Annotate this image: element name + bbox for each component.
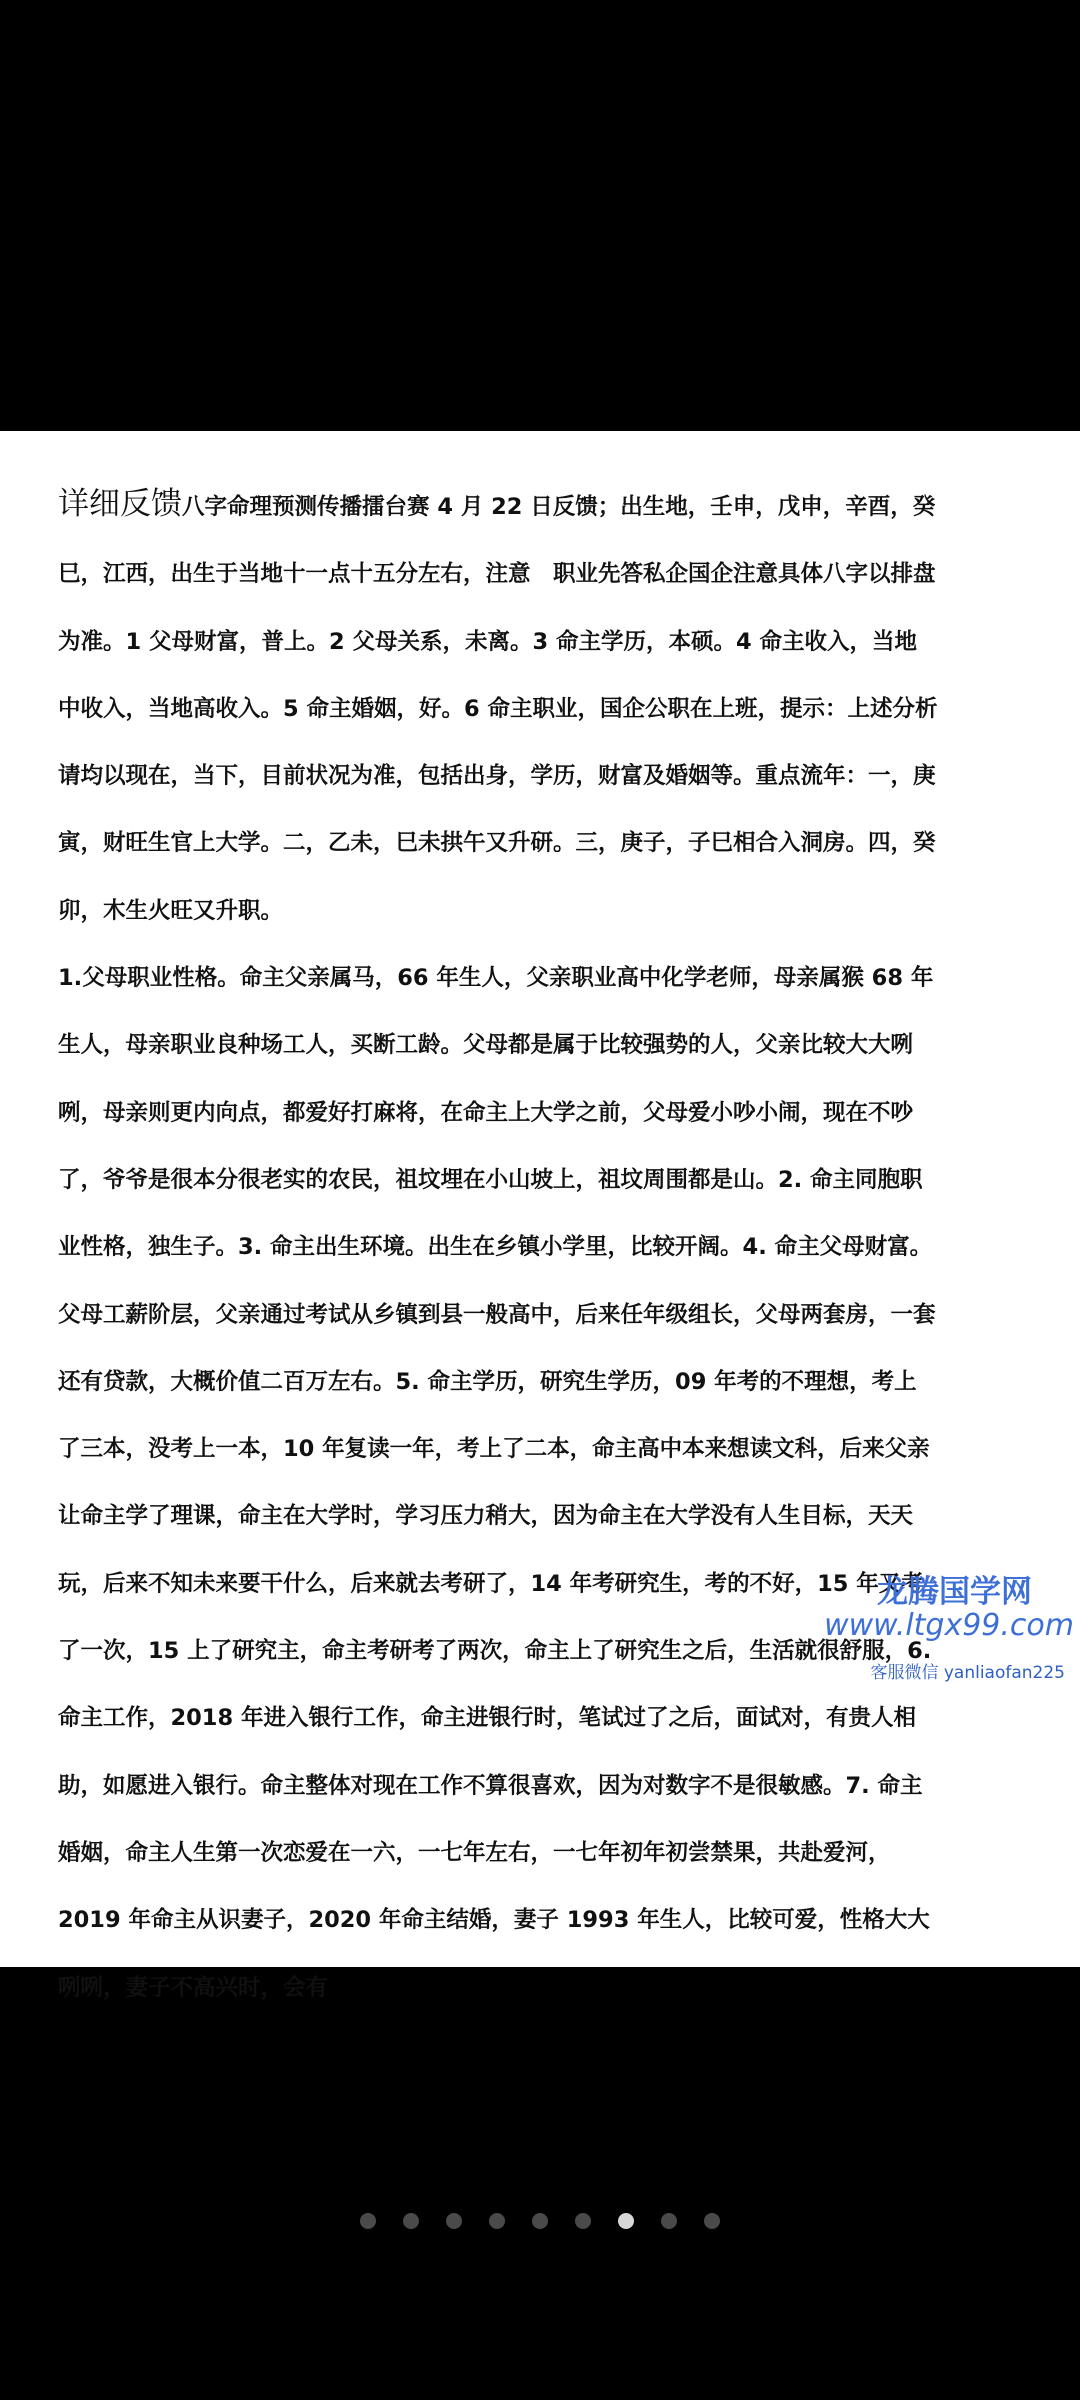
page-dot[interactable] xyxy=(575,2213,591,2229)
page-dot[interactable] xyxy=(360,2213,376,2229)
watermark-wechat: 客服微信 yanliaofan225 xyxy=(870,1663,1065,1683)
page-dot-active[interactable] xyxy=(618,2213,634,2229)
paragraph-details: 1.父母职业性格。命主父亲属马，66 年生人，父亲职业高中化学老师，母亲属猴 68 年生人，母亲职业良种场工人，买断工龄。父母都是属于比较强势的人，父亲比较大大咧咧，母亲则更内向点，都爱好打麻将，在命主上大学之前，父母爱小吵小闹，现在不吵了，爷爷是很本分很老实的农民，祖坟埋在小山坡上，祖坟周围都是山。2. 命主同胞职业性格，独生子。3. 命主出生环境。出生在乡镇小学里，比较开阔。4. 命主父母财富。父母工薪阶层，父亲通过考试从乡镇到县一般高中，后来任年级组长，父母两套房，一套还有贷款，大概价值二百万左右。5. 命主学历，研究生学历，09 年考的不理想，考上了三本，没考上一本，10 年复读一年，考上了二本，命主高中本来想读文科，后来父亲让命主学了理课，命主在大学时，学习压力稍大，因为命主在大学没有人生目标，天天玩，后来不知未来要干什么，后来就去考研了，14 年考研究生，考的不好，15 年又考了一次，15 上了研究主，命主考研考了两次，命主上了研究生之后，生活就很舒服，6. 命主工作，2018 年进入银行工作，命主进银行时，笔试过了之后，面试对，有贵人相助，如愿进入银行。命主整体对现在工作不算很喜欢，因为对数字不是很敏感。7. 命主婚姻，命主人生第一次恋爱在一六，一七年左右，一七年初年初尝禁果，共赴爱河，2019 年命主从识妻子，2020 年命主结婚，妻子 1993 年生人，比较可爱，性格大大咧咧，妻子不高兴时，会有 xyxy=(58,965,936,2001)
document-image[interactable] xyxy=(0,431,1080,2001)
page-dot[interactable] xyxy=(704,2213,720,2229)
paragraph-intro xyxy=(58,471,938,945)
page-dot[interactable] xyxy=(489,2213,505,2229)
page-indicator xyxy=(0,2213,1080,2233)
document-body xyxy=(58,471,938,2022)
page-dot[interactable] xyxy=(446,2213,462,2229)
page-dot[interactable] xyxy=(403,2213,419,2229)
page-dot[interactable] xyxy=(661,2213,677,2229)
watermark-domain: www.ltgx99.com xyxy=(824,1608,1074,1643)
page-dot[interactable] xyxy=(532,2213,548,2229)
paragraph-text: 八字命理预测传播擂台赛 4 月 22 日反馈；出生地，壬申，戊申，辛酉，癸巳，江西，出生于当地十一点十五分左右，注意 职业先答私企国企注意具体八字以排盘为准。1 父母财富，普上。2 父母关系，未离。3 命主学历，本硕。4 命主收入，当地中收入，当地高收入。5 命主婚姻，好。6 命主职业，国企公职在上班，提示：上述分析请均以现在，当下，目前状况为准，包括出身，学历，财富及婚姻等。重点流年：一，庚寅，财旺生官上大学。二，乙未，巳未拱午又升研。三，庚子，子巳相合入洞房。四，癸卯，木生火旺又升职。 xyxy=(58,494,938,924)
document-heading: 详细反馈 xyxy=(58,486,182,522)
watermark-brand: 龙腾国学网 xyxy=(877,1574,1032,1610)
